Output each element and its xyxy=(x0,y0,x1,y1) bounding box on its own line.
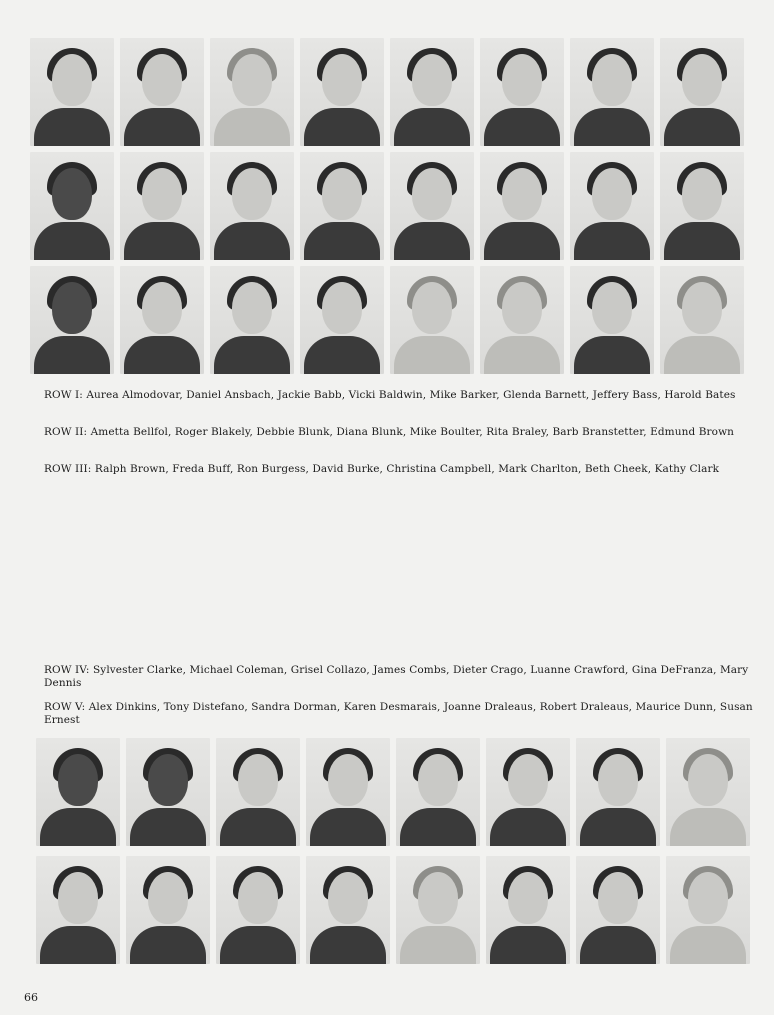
student-photo xyxy=(666,738,750,846)
row-1-caption: ROW I: Aurea Almodovar, Daniel Ansbach, Jackie Babb, Vicki Baldwin, Mike Barker, Glenda Barnett, Jeffery Bass, Harold Bates xyxy=(44,389,736,401)
student-photo xyxy=(306,738,390,846)
student-photo xyxy=(576,738,660,846)
student-photo xyxy=(126,856,210,964)
row-3-caption: ROW III: Ralph Brown, Freda Buff, Ron Burgess, David Burke, Christina Campbell, Mark Charlton, Beth Cheek, Kathy Clark xyxy=(44,463,720,475)
student-photo xyxy=(480,38,564,146)
student-photo xyxy=(390,38,474,146)
student-photo xyxy=(30,38,114,146)
student-photo xyxy=(396,738,480,846)
photo-row-3 xyxy=(30,266,744,374)
student-photo xyxy=(390,266,474,374)
student-photo xyxy=(210,152,294,260)
page-number: 66 xyxy=(24,991,38,1004)
student-photo xyxy=(660,152,744,260)
student-photo xyxy=(486,738,570,846)
student-photo xyxy=(216,738,300,846)
row-5-caption: ROW V: Alex Dinkins, Tony Distefano, Sandra Dorman, Karen Desmarais, Joanne Draleaus, Robert Draleaus, Maurice Dunn, Susan Ernest xyxy=(44,701,753,726)
student-photo xyxy=(660,38,744,146)
student-photo xyxy=(306,856,390,964)
row-2-caption: ROW II: Ametta Bellfol, Roger Blakely, Debbie Blunk, Diana Blunk, Mike Boulter, Rita Braley, Barb Branstetter, Edmund Brown xyxy=(44,426,735,438)
student-photo xyxy=(300,266,384,374)
student-photo xyxy=(390,152,474,260)
student-photo xyxy=(660,266,744,374)
student-photo xyxy=(120,38,204,146)
student-photo xyxy=(210,38,294,146)
student-photo xyxy=(666,856,750,964)
student-photo xyxy=(216,856,300,964)
student-photo xyxy=(480,152,564,260)
student-photo xyxy=(570,152,654,260)
student-photo xyxy=(300,152,384,260)
photo-row-5 xyxy=(36,856,750,964)
student-photo xyxy=(36,738,120,846)
student-photo xyxy=(480,266,564,374)
student-photo xyxy=(210,266,294,374)
student-photo xyxy=(120,152,204,260)
row-4-caption: ROW IV: Sylvester Clarke, Michael Coleman, Grisel Collazo, James Combs, Dieter Crago, Luanne Crawford, Gina DeFranza, Mary Dennis xyxy=(44,664,749,689)
photo-row-4 xyxy=(36,738,750,846)
student-photo xyxy=(300,38,384,146)
student-photo xyxy=(570,38,654,146)
student-photo xyxy=(396,856,480,964)
student-photo xyxy=(30,266,114,374)
student-photo xyxy=(120,266,204,374)
photo-row-2 xyxy=(30,152,744,260)
student-photo xyxy=(576,856,660,964)
photo-row-1 xyxy=(30,38,744,146)
student-photo xyxy=(126,738,210,846)
student-photo xyxy=(570,266,654,374)
student-photo xyxy=(36,856,120,964)
student-photo xyxy=(486,856,570,964)
student-photo xyxy=(30,152,114,260)
